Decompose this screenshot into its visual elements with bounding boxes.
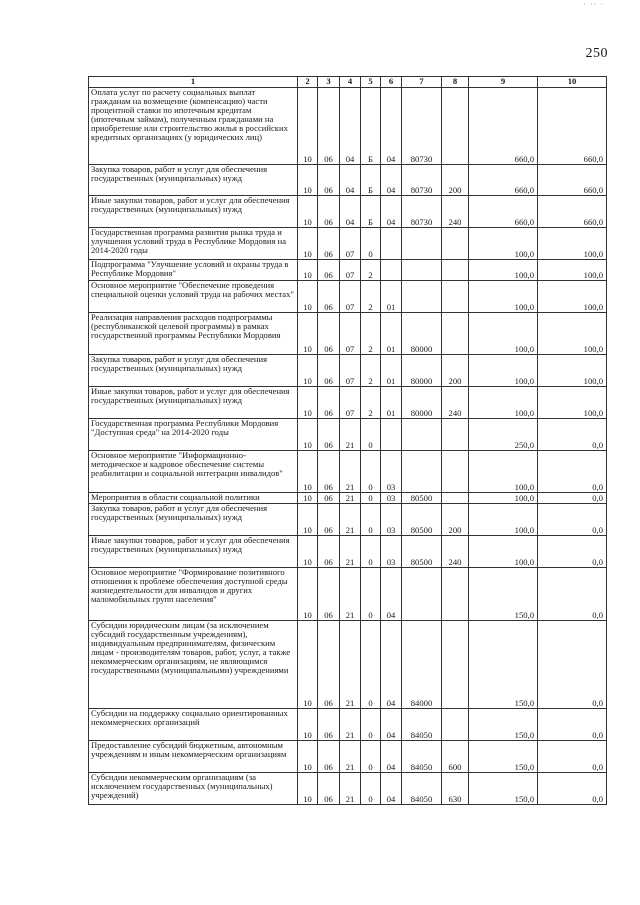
cell-direction <box>402 568 442 621</box>
cell-expense-type: 240 <box>442 196 469 228</box>
cell-program: 07 <box>340 260 361 281</box>
cell-expense-type: 240 <box>442 387 469 419</box>
cell-section: 10 <box>298 504 318 536</box>
table-row <box>89 493 607 504</box>
cell-program: 04 <box>340 196 361 228</box>
cell-subprogram: 0 <box>361 419 381 451</box>
cell-direction: 84050 <box>402 709 442 741</box>
cell-amount-year1: 100,0 <box>469 451 538 493</box>
cell-subsection: 06 <box>318 313 340 355</box>
table-row <box>89 355 607 387</box>
cell-section: 10 <box>298 165 318 196</box>
cell-expense-type <box>442 313 469 355</box>
cell-subprogram: 0 <box>361 493 381 504</box>
cell-amount-year1: 100,0 <box>469 228 538 260</box>
cell-subprogram: 0 <box>361 741 381 773</box>
cell-subprogram: 0 <box>361 773 381 805</box>
cell-subprogram: Б <box>361 196 381 228</box>
cell-direction: 80730 <box>402 196 442 228</box>
table-header-row <box>89 77 607 88</box>
cell-subsection: 06 <box>318 536 340 568</box>
cell-name: Закупка товаров, работ и услуг для обеспечения государственных (муниципальных) нужд <box>89 355 298 387</box>
cell-subprogram: 0 <box>361 451 381 493</box>
cell-measure: 01 <box>381 387 402 419</box>
cell-name: Реализация направления расходов подпрограммы (республиканской целевой программы) в рамках государственной программы Республики Мордовия <box>89 313 298 355</box>
cell-amount-year2: 100,0 <box>538 387 607 419</box>
cell-program: 21 <box>340 493 361 504</box>
cell-measure: 03 <box>381 493 402 504</box>
cell-subsection: 06 <box>318 196 340 228</box>
cell-section: 10 <box>298 621 318 709</box>
cell-name: Закупка товаров, работ и услуг для обеспечения государственных (муниципальных) нужд <box>89 504 298 536</box>
cell-amount-year2: 660,0 <box>538 165 607 196</box>
table-row <box>89 536 607 568</box>
column-header-9: 9 <box>469 77 538 88</box>
table-row <box>89 451 607 493</box>
cell-measure: 04 <box>381 165 402 196</box>
cell-section: 10 <box>298 196 318 228</box>
cell-expense-type <box>442 419 469 451</box>
cell-subsection: 06 <box>318 419 340 451</box>
cell-amount-year1: 100,0 <box>469 536 538 568</box>
cell-program: 04 <box>340 165 361 196</box>
cell-amount-year1: 150,0 <box>469 709 538 741</box>
cell-subsection: 06 <box>318 387 340 419</box>
cell-amount-year1: 100,0 <box>469 313 538 355</box>
cell-subprogram: 0 <box>361 709 381 741</box>
column-header-8: 8 <box>442 77 469 88</box>
cell-name: Предоставление субсидий бюджетным, автономным учреждениям и иным некоммерческим организациям <box>89 741 298 773</box>
cell-subprogram: Б <box>361 88 381 165</box>
table-row <box>89 228 607 260</box>
cell-amount-year1: 150,0 <box>469 773 538 805</box>
table-row <box>89 504 607 536</box>
cell-subsection: 06 <box>318 88 340 165</box>
cell-amount-year2: 100,0 <box>538 260 607 281</box>
cell-section: 10 <box>298 88 318 165</box>
table-row <box>89 196 607 228</box>
table-row <box>89 709 607 741</box>
cell-measure: 04 <box>381 709 402 741</box>
cell-subprogram: 2 <box>361 260 381 281</box>
cell-name: Закупка товаров, работ и услуг для обеспечения государственных (муниципальных) нужд <box>89 165 298 196</box>
cell-direction: 80500 <box>402 504 442 536</box>
cell-amount-year2: 100,0 <box>538 228 607 260</box>
column-header-7: 7 <box>402 77 442 88</box>
cell-amount-year1: 660,0 <box>469 196 538 228</box>
cell-program: 07 <box>340 281 361 313</box>
cell-direction <box>402 451 442 493</box>
cell-direction <box>402 260 442 281</box>
cell-amount-year2: 100,0 <box>538 281 607 313</box>
cell-expense-type <box>442 709 469 741</box>
cell-program: 07 <box>340 355 361 387</box>
cell-amount-year2: 100,0 <box>538 355 607 387</box>
cell-expense-type <box>442 568 469 621</box>
cell-subsection: 06 <box>318 260 340 281</box>
table-row <box>89 165 607 196</box>
cell-amount-year2: 0,0 <box>538 773 607 805</box>
table-row <box>89 773 607 805</box>
cell-direction <box>402 419 442 451</box>
column-header-3: 3 <box>318 77 340 88</box>
corner-mark: · ·· · <box>583 0 604 9</box>
cell-subsection: 06 <box>318 773 340 805</box>
cell-subsection: 06 <box>318 504 340 536</box>
cell-expense-type: 630 <box>442 773 469 805</box>
cell-direction: 84050 <box>402 741 442 773</box>
cell-expense-type <box>442 88 469 165</box>
page-number: 250 <box>585 46 608 61</box>
cell-name: Субсидии некоммерческим организациям (за исключением государственных (муниципальных) учреждений) <box>89 773 298 805</box>
cell-amount-year2: 100,0 <box>538 313 607 355</box>
cell-section: 10 <box>298 313 318 355</box>
cell-measure: 04 <box>381 621 402 709</box>
cell-subsection: 06 <box>318 741 340 773</box>
cell-amount-year2: 0,0 <box>538 568 607 621</box>
cell-measure: 03 <box>381 536 402 568</box>
cell-direction: 80000 <box>402 355 442 387</box>
cell-program: 21 <box>340 419 361 451</box>
cell-subsection: 06 <box>318 568 340 621</box>
cell-measure <box>381 260 402 281</box>
cell-amount-year2: 0,0 <box>538 709 607 741</box>
cell-section: 10 <box>298 419 318 451</box>
table-row <box>89 387 607 419</box>
cell-amount-year2: 0,0 <box>538 741 607 773</box>
cell-measure: 04 <box>381 568 402 621</box>
cell-program: 07 <box>340 387 361 419</box>
cell-name: Мероприятия в области социальной политики <box>89 493 298 504</box>
cell-measure: 01 <box>381 355 402 387</box>
cell-subsection: 06 <box>318 709 340 741</box>
cell-section: 10 <box>298 709 318 741</box>
cell-name: Государственная программа развития рынка труда и улучшения условий труда в Республике Мордовия на 2014-2020 годы <box>89 228 298 260</box>
cell-section: 10 <box>298 355 318 387</box>
cell-direction: 80730 <box>402 165 442 196</box>
table-row <box>89 741 607 773</box>
cell-subsection: 06 <box>318 165 340 196</box>
cell-section: 10 <box>298 281 318 313</box>
cell-subprogram: 0 <box>361 228 381 260</box>
cell-name: Подпрограмма "Улучшение условий и охраны труда в Республике Мордовия" <box>89 260 298 281</box>
cell-subprogram: Б <box>361 165 381 196</box>
cell-amount-year2: 0,0 <box>538 504 607 536</box>
cell-amount-year1: 100,0 <box>469 281 538 313</box>
cell-name: Иные закупки товаров, работ и услуг для обеспечения государственных (муниципальных) нужд <box>89 387 298 419</box>
cell-subprogram: 2 <box>361 387 381 419</box>
cell-amount-year1: 100,0 <box>469 387 538 419</box>
cell-direction: 84000 <box>402 621 442 709</box>
cell-section: 10 <box>298 773 318 805</box>
cell-subprogram: 2 <box>361 355 381 387</box>
cell-name: Субсидии на поддержку социально ориентированных некоммерческих организаций <box>89 709 298 741</box>
cell-name: Основное мероприятие "Обеспечение проведения специальной оценки условий труда на рабочих местах" <box>89 281 298 313</box>
cell-subprogram: 0 <box>361 568 381 621</box>
cell-amount-year2: 0,0 <box>538 419 607 451</box>
cell-subsection: 06 <box>318 355 340 387</box>
cell-section: 10 <box>298 493 318 504</box>
column-header-5: 5 <box>361 77 381 88</box>
cell-expense-type <box>442 260 469 281</box>
cell-measure <box>381 419 402 451</box>
table-body <box>89 88 607 805</box>
cell-subprogram: 2 <box>361 281 381 313</box>
cell-program: 21 <box>340 504 361 536</box>
cell-program: 21 <box>340 709 361 741</box>
cell-direction: 80500 <box>402 493 442 504</box>
cell-section: 10 <box>298 741 318 773</box>
cell-direction <box>402 281 442 313</box>
cell-measure: 04 <box>381 88 402 165</box>
cell-expense-type <box>442 493 469 504</box>
table-row <box>89 260 607 281</box>
cell-subprogram: 0 <box>361 621 381 709</box>
table-row <box>89 281 607 313</box>
cell-measure: 04 <box>381 741 402 773</box>
cell-amount-year1: 660,0 <box>469 88 538 165</box>
cell-amount-year2: 660,0 <box>538 196 607 228</box>
cell-direction <box>402 228 442 260</box>
budget-table <box>88 76 607 805</box>
cell-measure: 04 <box>381 196 402 228</box>
cell-name: Иные закупки товаров, работ и услуг для обеспечения государственных (муниципальных) нужд <box>89 536 298 568</box>
cell-measure: 04 <box>381 773 402 805</box>
cell-expense-type <box>442 281 469 313</box>
column-header-2: 2 <box>298 77 318 88</box>
cell-program: 21 <box>340 536 361 568</box>
cell-name: Основное мероприятие "Информационно-методическое и кадровое обеспечение системы реабилитации и социальной интеграции инвалидов" <box>89 451 298 493</box>
cell-subsection: 06 <box>318 281 340 313</box>
cell-direction: 80000 <box>402 313 442 355</box>
cell-expense-type: 200 <box>442 504 469 536</box>
cell-expense-type <box>442 451 469 493</box>
cell-program: 21 <box>340 621 361 709</box>
cell-amount-year2: 660,0 <box>538 88 607 165</box>
cell-subprogram: 0 <box>361 536 381 568</box>
cell-name: Иные закупки товаров, работ и услуг для обеспечения государственных (муниципальных) нужд <box>89 196 298 228</box>
cell-direction: 80500 <box>402 536 442 568</box>
cell-subsection: 06 <box>318 621 340 709</box>
cell-subsection: 06 <box>318 228 340 260</box>
cell-subsection: 06 <box>318 451 340 493</box>
cell-subsection: 06 <box>318 493 340 504</box>
cell-program: 21 <box>340 568 361 621</box>
cell-amount-year2: 0,0 <box>538 451 607 493</box>
cell-program: 07 <box>340 228 361 260</box>
cell-amount-year1: 100,0 <box>469 504 538 536</box>
cell-section: 10 <box>298 260 318 281</box>
cell-amount-year2: 0,0 <box>538 493 607 504</box>
cell-direction: 80730 <box>402 88 442 165</box>
cell-expense-type: 240 <box>442 536 469 568</box>
cell-measure: 01 <box>381 313 402 355</box>
cell-expense-type: 200 <box>442 165 469 196</box>
cell-program: 04 <box>340 88 361 165</box>
cell-subprogram: 2 <box>361 313 381 355</box>
table-row <box>89 621 607 709</box>
cell-direction: 84050 <box>402 773 442 805</box>
cell-amount-year1: 150,0 <box>469 568 538 621</box>
cell-program: 21 <box>340 451 361 493</box>
cell-expense-type <box>442 228 469 260</box>
table-row <box>89 568 607 621</box>
cell-section: 10 <box>298 451 318 493</box>
cell-name: Основное мероприятие "Формирование позитивного отношения к проблеме обеспечения доступной среды жизнедеятельности для инвалидов и других маломобильных групп населения" <box>89 568 298 621</box>
cell-name: Оплата услуг по расчету социальных выплат гражданам на возмещение (компенсацию) части процентной ставки по ипотечным кредитам (ипотечным займам), полученным гражданами на приобретение или строительство жилья в российских кредитных организациях (у юридических лиц) <box>89 88 298 165</box>
cell-expense-type: 200 <box>442 355 469 387</box>
cell-section: 10 <box>298 536 318 568</box>
cell-amount-year1: 150,0 <box>469 621 538 709</box>
column-header-6: 6 <box>381 77 402 88</box>
cell-name: Субсидии юридическим лицам (за исключением субсидий государственным учреждениям), индивидуальным предпринимателям, физическим лицам - производителям товаров, работ, услуг, а также некоммерческим организациям, не являющимся государственными (муниципальными) учреждениями <box>89 621 298 709</box>
cell-measure: 03 <box>381 504 402 536</box>
cell-amount-year2: 0,0 <box>538 621 607 709</box>
cell-section: 10 <box>298 387 318 419</box>
cell-section: 10 <box>298 568 318 621</box>
cell-amount-year1: 100,0 <box>469 260 538 281</box>
cell-program: 21 <box>340 741 361 773</box>
cell-amount-year1: 250,0 <box>469 419 538 451</box>
column-header-4: 4 <box>340 77 361 88</box>
cell-section: 10 <box>298 228 318 260</box>
table-row <box>89 313 607 355</box>
cell-direction: 80000 <box>402 387 442 419</box>
cell-expense-type <box>442 621 469 709</box>
cell-amount-year1: 100,0 <box>469 493 538 504</box>
cell-program: 07 <box>340 313 361 355</box>
column-header-1: 1 <box>89 77 298 88</box>
cell-amount-year1: 150,0 <box>469 741 538 773</box>
cell-measure: 01 <box>381 281 402 313</box>
cell-amount-year1: 660,0 <box>469 165 538 196</box>
cell-measure: 03 <box>381 451 402 493</box>
cell-amount-year2: 0,0 <box>538 536 607 568</box>
table-row <box>89 88 607 165</box>
cell-program: 21 <box>340 773 361 805</box>
cell-expense-type: 600 <box>442 741 469 773</box>
cell-measure <box>381 228 402 260</box>
cell-amount-year1: 100,0 <box>469 355 538 387</box>
cell-name: Государственная программа Республики Мордовия "Доступная среда" на 2014-2020 годы <box>89 419 298 451</box>
table-row <box>89 419 607 451</box>
column-header-10: 10 <box>538 77 607 88</box>
cell-subprogram: 0 <box>361 504 381 536</box>
